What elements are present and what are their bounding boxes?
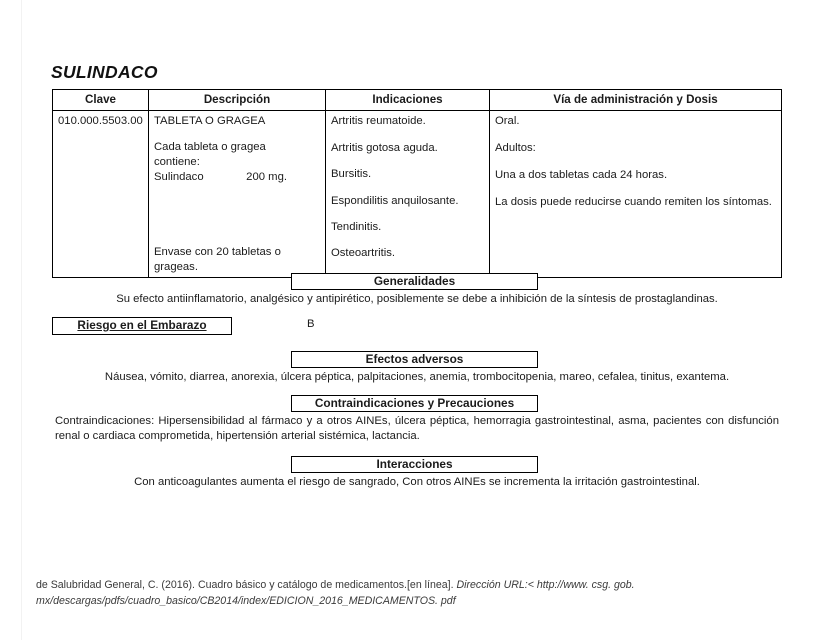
citation-url: Dirección URL:< http://www. csg. gob. mx/descargas/pdfs/cuadro_basico/CB2014/index/EDICION_2016_MEDICAMENTOS. pdf [36,579,635,607]
desc-ingredient-row [154,170,287,185]
medication-table [52,89,782,278]
list-item: Bursitis. [331,168,372,181]
spacer [154,129,320,140]
table-row [53,111,782,278]
desc-contains-line-1: Cada tableta o gragea [154,141,266,154]
section-heading: Contraindicaciones y Precauciones [291,395,538,412]
column-header-descripcion: Descripción [149,90,326,111]
footer-citation [36,578,696,610]
section-generalidades [0,273,829,307]
list-item: Espondilitis anquilosante. [331,194,459,207]
via-population: Adultos: [495,142,536,155]
cell-clave: 010.000.5503.00 [53,111,149,278]
section-interacciones [0,456,829,490]
section-text: Con anticoagulantes aumenta el riesgo de sangrado, Con otros AINEs se incrementa la irritación gastrointestinal. [134,476,700,488]
section-heading: Interacciones [291,456,538,473]
cell-indicaciones [326,111,490,278]
desc-ingredient-name: Sulindaco [154,171,204,184]
section-text: Su efecto antiinflamatorio, analgésico y antipirético, posiblemente se debe a inhibición de la síntesis de prostaglandinas. [116,293,718,305]
desc-package: Envase con 20 tabletas o grageas. [154,245,281,273]
riesgo-embarazo-value: B [307,318,315,330]
column-header-via: Vía de administración y Dosis [490,90,782,111]
citation-plain-text: de Salubridad General, C. (2016). Cuadro básico y catálogo de medicamentos.[en línea]. [36,579,454,591]
riesgo-embarazo-box [52,317,232,335]
desc-dosage-form: TABLETA O GRAGEA [154,115,266,128]
cell-via-administracion [490,111,782,278]
section-heading: Efectos adversos [291,351,538,368]
column-header-clave: Clave [53,90,149,111]
list-item: Artritis gotosa aguda. [331,141,438,154]
list-item: Tendinitis. [331,220,382,233]
desc-ingredient-amount: 200 mg. [246,171,287,184]
section-heading: Generalidades [291,273,538,290]
via-route: Oral. [495,115,520,128]
section-heading: Riesgo en el Embarazo [77,318,207,332]
section-efectos-adversos [0,351,829,385]
list-item: Artritis reumatoide. [331,115,426,128]
via-dose: Una a dos tabletas cada 24 horas. [495,169,668,182]
column-header-indicaciones: Indicaciones [326,90,490,111]
section-text: Náusea, vómito, diarrea, anorexia, úlcera péptica, palpitaciones, anemia, trombocitopenia, mareo, cefalea, tinitus, exantema. [104,371,730,383]
section-text: Contraindicaciones: Hipersensibilidad al fármaco y a otros AINEs, úlcera péptica, hemorragia gastrointestinal, asma, pacientes con disfunción renal o cardiaca comprometida, hipertensión arterial sistémica, lactancia. [55,415,779,443]
table-header-row [53,90,782,111]
list-item: Osteoartritis. [331,247,396,260]
desc-contains-line-2: contiene: [154,156,200,169]
page-title: SULINDACO [51,62,158,82]
cell-descripcion [149,111,326,278]
via-note: La dosis puede reducirse cuando remiten los síntomas. [495,196,772,209]
section-contraindicaciones [0,395,829,445]
